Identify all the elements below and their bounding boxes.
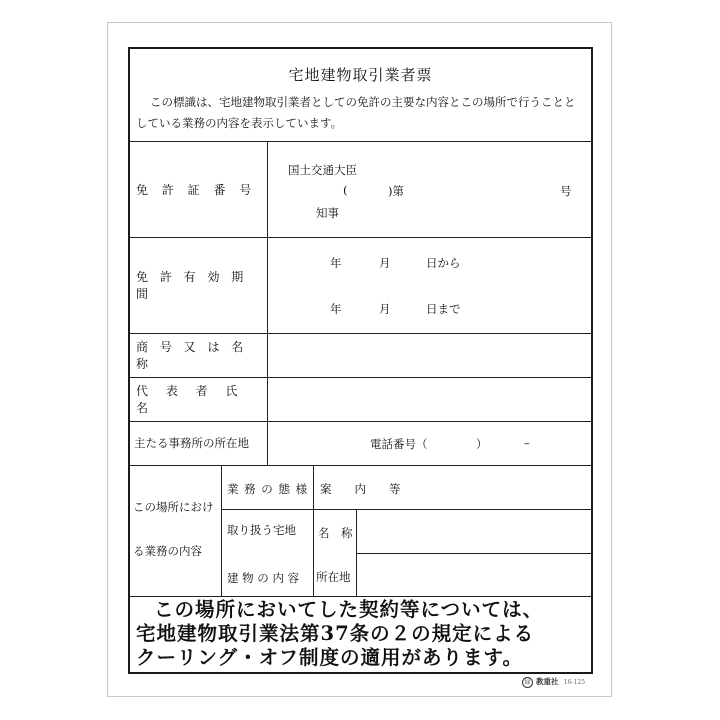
handled-label-2: 建 物 の 内 容 — [227, 571, 300, 585]
governor-text: 知事 — [316, 206, 339, 220]
business-mode-value: 案 内 等 — [320, 482, 401, 496]
paren-open: ( — [343, 183, 348, 197]
license-number-label: 免 許 証 番 号 — [136, 182, 252, 197]
handled-label-1: 取り扱う宅地 — [227, 523, 296, 537]
sign-intro-text: この標識は、宅地建物取引業者としての免許の主要な内容とこの場所で行うこととしている業務の内容を表示しています。 — [136, 95, 576, 130]
property-name-label: 名 称 — [318, 526, 353, 540]
to-month: 月 — [379, 302, 391, 316]
sign-title: 宅地建物取引業者票 — [288, 66, 433, 84]
from-month: 月 — [379, 256, 391, 270]
divider — [221, 509, 591, 510]
notice-line-2: 宅地建物取引業法第37条の２の規定による — [136, 622, 535, 645]
business-mode-label: 業 務 の 態 様 — [227, 482, 308, 496]
main-office-label: 主たる事務所の所在地 — [134, 436, 249, 450]
real-estate-license-sign — [128, 47, 593, 674]
divider — [267, 141, 268, 465]
product-code: 16-125 — [563, 679, 586, 686]
property-location-label: 所在地 — [316, 570, 351, 584]
from-day: 日から — [426, 256, 461, 270]
phone-close: ） — [476, 437, 488, 451]
number-suffix: 号 — [560, 184, 572, 198]
notice-line-1: この場所においてした契約等については、 — [154, 598, 544, 621]
phone-dash: – — [524, 436, 530, 450]
manufacturer-footer — [522, 676, 585, 688]
to-day: 日まで — [426, 302, 461, 316]
license-period-label: 免 許 有 効 期 間 — [136, 270, 244, 301]
divider — [356, 553, 591, 554]
cooling-off-notice — [136, 598, 585, 670]
to-year: 年 — [330, 302, 342, 316]
from-year: 年 — [330, 256, 342, 270]
notice-line-3: クーリング・オフ制度の適用があります。 — [136, 646, 523, 669]
trade-name-label: 商 号 又 は 名 称 — [136, 340, 244, 371]
phone-label: 電話番号（ — [370, 437, 428, 451]
divider — [130, 465, 591, 466]
business-section-label-1: この場所におけ — [133, 500, 214, 514]
manufacturer-logo-icon: 緑 — [522, 677, 533, 688]
paren-close-dai: )第 — [388, 184, 404, 198]
divider — [221, 465, 222, 596]
divider — [313, 465, 314, 596]
minister-text: 国土交通大臣 — [288, 163, 357, 177]
divider — [130, 596, 591, 597]
business-section-label-2: る業務の内容 — [133, 544, 202, 558]
manufacturer-name: 教重社 — [536, 677, 559, 686]
divider — [356, 509, 357, 596]
representative-label: 代 表 者 氏 名 — [136, 384, 238, 415]
